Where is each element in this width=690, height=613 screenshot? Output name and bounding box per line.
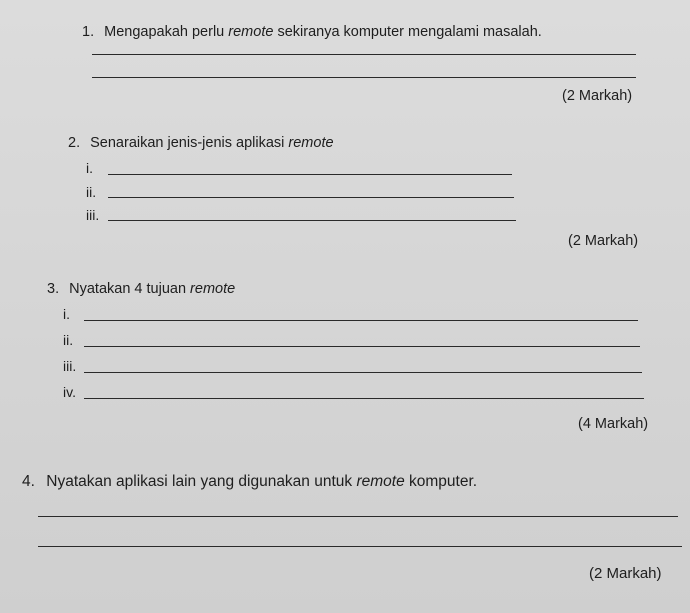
- answer-line: [84, 320, 638, 321]
- answer-line: [38, 546, 682, 547]
- answer-line: [84, 372, 642, 373]
- question-1: [82, 24, 542, 40]
- list-item-label: iii.: [63, 358, 77, 374]
- question-text-italic: remote: [228, 24, 274, 40]
- list-item-label: i.: [86, 160, 93, 176]
- question-text: Nyatakan 4 tujuan: [69, 281, 191, 297]
- list-item-label: i.: [63, 306, 70, 322]
- question-text: Senaraikan jenis-jenis aplikasi: [90, 135, 289, 151]
- question-text: komputer.: [404, 473, 478, 490]
- marks-label: (2 Markah): [589, 565, 662, 582]
- answer-line: [108, 197, 514, 198]
- list-item-label: ii.: [86, 184, 97, 200]
- answer-line: [92, 77, 636, 78]
- question-text: sekiranya komputer mengalami masalah.: [273, 24, 542, 40]
- marks-label: (2 Markah): [562, 88, 633, 104]
- question-number: 2.: [68, 135, 81, 151]
- question-number: 1.: [82, 24, 95, 40]
- question-text-italic: remote: [288, 135, 334, 151]
- marks-label: (2 Markah): [568, 233, 639, 249]
- answer-line: [84, 346, 640, 347]
- question-number: 4.: [22, 473, 35, 490]
- answer-line: [38, 516, 678, 517]
- list-item-label: iii.: [86, 207, 100, 223]
- answer-line: [92, 54, 636, 55]
- list-item-label: iv.: [63, 384, 76, 400]
- question-text: Mengapakah perlu: [104, 24, 229, 40]
- answer-line: [84, 398, 644, 399]
- question-2: [68, 135, 334, 151]
- question-3: [47, 281, 235, 297]
- answer-line: [108, 220, 516, 221]
- marks-label: (4 Markah): [578, 416, 649, 432]
- answer-line: [108, 174, 512, 175]
- list-item-label: ii.: [63, 332, 74, 348]
- question-4: [22, 473, 477, 491]
- question-text-italic: remote: [356, 473, 405, 490]
- question-text-italic: remote: [190, 281, 236, 297]
- question-number: 3.: [47, 281, 60, 297]
- question-text: Nyatakan aplikasi lain yang digunakan untuk: [46, 473, 357, 490]
